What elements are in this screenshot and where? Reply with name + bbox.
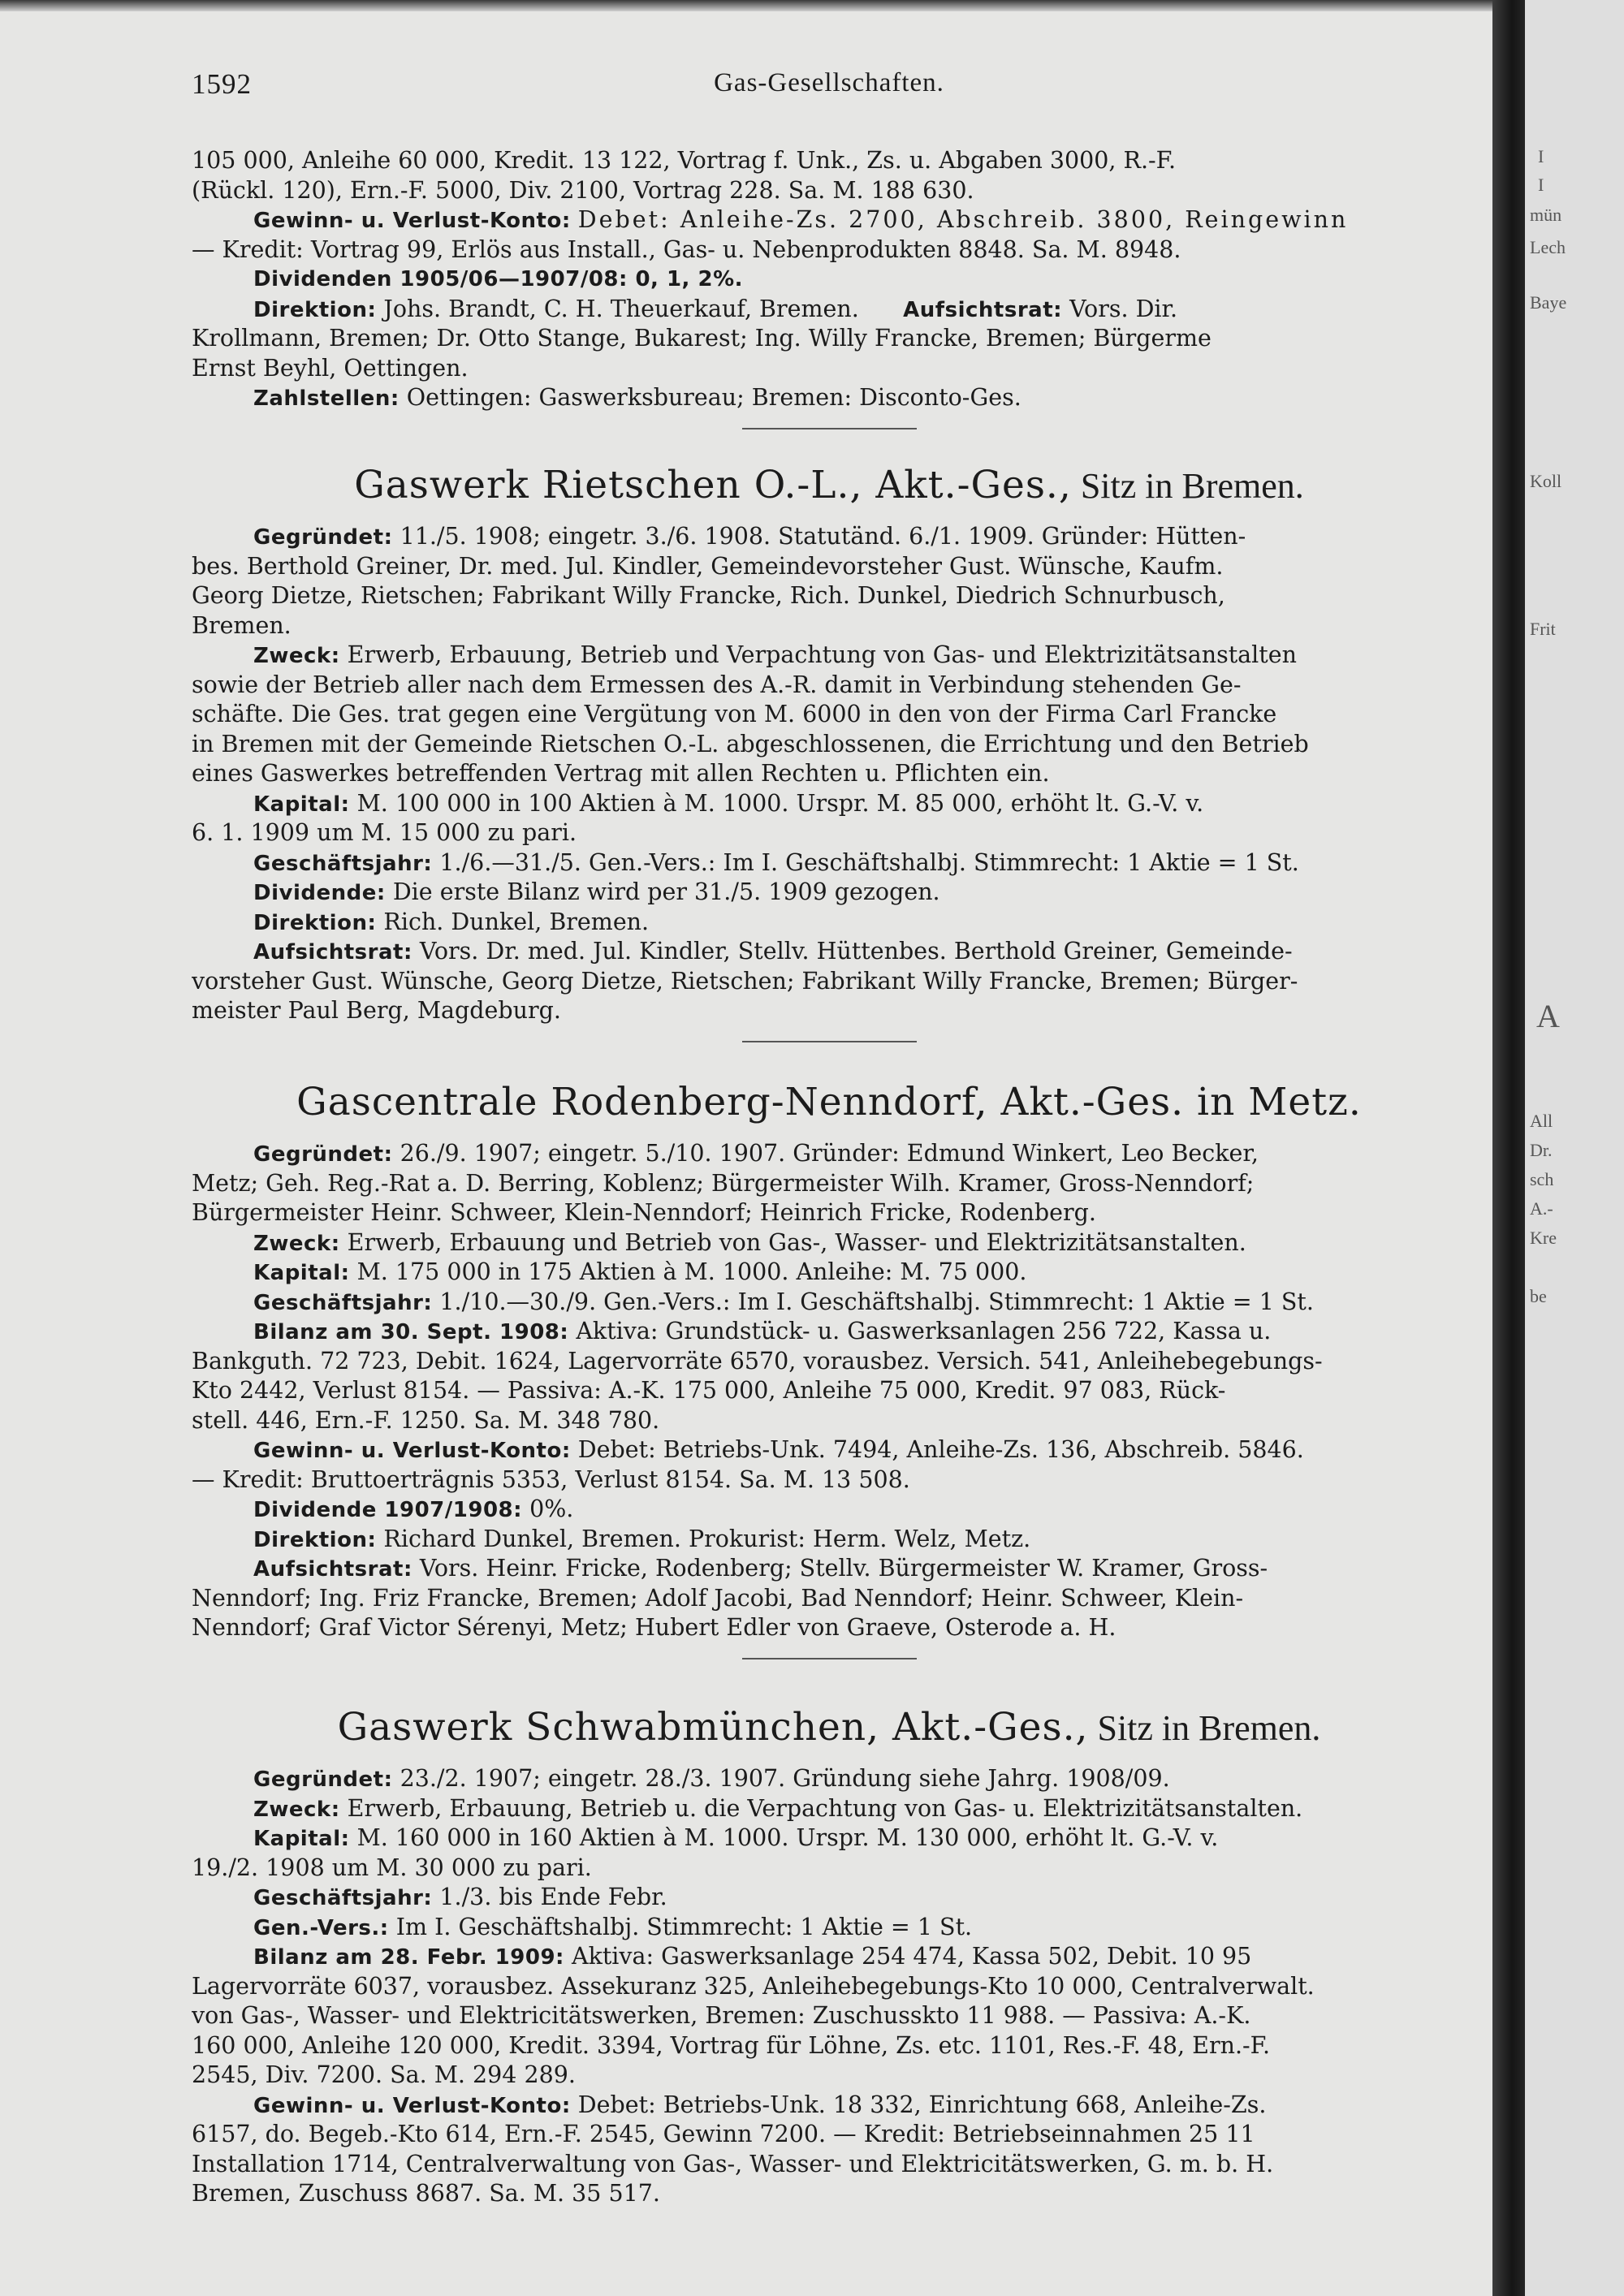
field-value: 2545, Div. 7200. Sa. M. 294 289. [192,2061,576,2088]
field-value: Georg Dietze, Rietschen; Fabrikant Willy Francke, Rich. Dunkel, Diedrich Schnurbusch, [192,582,1225,609]
text-line [192,2179,1466,2209]
field-label: Zweck: [253,1231,340,1256]
text-line [192,1942,1466,1972]
adjacent-fragment: I [1538,146,1544,166]
field-label: Direktion: [253,1527,377,1552]
text-line: 105 000, Anleihe 60 000, Kredit. 13 122, Vortrag f. Unk., Zs. u. Abgaben 3000, R.-F. [192,147,1177,174]
adjacent-fragment: mün [1530,205,1562,225]
text-line [192,641,1466,671]
previous-entry [192,146,1466,429]
text-line [192,1854,1466,1884]
text-line [192,700,1466,730]
field-label: Gegründet: [253,525,393,550]
field-value: von Gas-, Wasser- und Elektricitätswerken, Bremen: Zuschusskto 11 988. — Passiva: A.-K. [192,2002,1251,2029]
field-value: bes. Berthold Greiner, Dr. med. Jul. Kindler, Gemeindevorsteher Gust. Wünsche, Kaufm. [192,552,1224,580]
text-line [192,552,1466,582]
text-line [192,937,1466,967]
field-value: 0%. [529,1495,574,1522]
text-line: — Kredit: Vortrag 99, Erlös aus Install., Gas- u. Nebenprodukten 8848. Sa. M. 8948. [192,235,1181,263]
book-gutter [1492,0,1525,2296]
text-line [192,878,1466,908]
text-line [192,1764,1466,1794]
company-seat: Sitz in Bremen. [1088,1708,1321,1748]
field-label: Geschäftsjahr: [253,1886,433,1910]
field-label: Bilanz am 30. Sept. 1908: [253,1320,569,1344]
company-entry [192,430,1466,1042]
field-label: Aufsichtsrat: [903,297,1063,322]
field-value: Kto 2442, Verlust 8154. — Passiva: A.-K. 175 000, Anleihe 75 000, Kredit. 97 083, Rück- [192,1377,1226,1404]
field-label: Dividende 1907/1908: [253,1498,523,1522]
text-line [192,1972,1466,2002]
field-value: Erwerb, Erbauung und Betrieb von Gas-, Wasser- und Elektrizitätsanstalten. [347,1228,1246,1256]
text-line [192,1347,1466,1377]
company-entry [192,1047,1466,1659]
field-value: 6. 1. 1909 um M. 15 000 zu pari. [192,819,577,846]
text-line [192,1406,1466,1436]
field-value: Aktiva: Gaswerksanlage 254 474, Kassa 502, Debit. 10 95 [572,1943,1252,1970]
text-line [192,908,1466,938]
field-value: Bremen, Zuschuss 8687. Sa. M. 35 517. [192,2180,660,2207]
field-value: meister Paul Berg, Magdeburg. [192,997,561,1024]
text-line [192,1139,1466,1169]
field-value: M. 100 000 in 100 Aktien à M. 1000. Urspr. M. 85 000, erhöht lt. G.-V. v. [356,789,1204,817]
text-line [192,2001,1466,2031]
text-line: Krollmann, Bremen; Dr. Otto Stange, Bukarest; Ing. Willy Francke, Bremen; Bürgerme [192,325,1212,352]
field-value: 19./2. 1908 um M. 30 000 zu pari. [192,1854,592,1881]
text-line [192,1883,1466,1913]
text-line [192,1169,1466,1199]
text-line [192,1525,1466,1555]
text-line [192,1465,1466,1495]
company-seat: Sitz in Bremen. [1071,466,1304,506]
field-value: Die erste Bilanz wird per 31./5. 1909 gezogen. [392,878,940,905]
field-value: — Kredit: Bruttoerträgnis 5353, Verlust 8154. Sa. M. 13 508. [192,1465,910,1493]
text-line [192,2120,1466,2150]
field-label: Gewinn- u. Verlust-Konto: [253,209,571,233]
field-value: Vors. Heinr. Fricke, Rodenberg; Stellv. Bürgermeister W. Kramer, Gross- [419,1555,1268,1582]
company-name: Gaswerk Rietschen O.-L., Akt.-Ges., [354,463,1072,507]
zahlstellen-line [192,383,1466,413]
field-value: eines Gaswerkes betreffenden Vertrag mit allen Rechten u. Pflichten ein. [192,760,1050,787]
adjacent-fragment: Kre [1530,1228,1557,1248]
company-name: Gascentrale Rodenberg-Nenndorf, Akt.-Ges. in Metz. [296,1080,1362,1124]
text-line [192,967,1466,997]
field-label: Zweck: [253,644,340,668]
field-label: Gen.-Vers.: [253,1915,389,1940]
field-value: Rich. Dunkel, Bremen. [383,908,650,935]
company-name: Gaswerk Schwabmünchen, Akt.-Ges., [337,1705,1089,1750]
field-label: Geschäftsjahr: [253,1290,433,1315]
dividends-line: Dividenden 1905/06—1907/08: 0, 1, 2%. [253,267,744,291]
text-line [192,1554,1466,1584]
adjacent-fragment: Koll [1530,471,1562,491]
text-line [192,581,1466,611]
adjacent-fragment: A [1536,998,1560,1034]
field-label: Gewinn- u. Verlust-Konto: [253,2093,571,2118]
field-value: Johs. Brandt, C. H. Theuerkauf, Bremen. [383,295,859,322]
adjacent-fragment: Lech [1530,237,1566,257]
text-line [192,2031,1466,2061]
field-label: Kapital: [253,1827,350,1851]
text-line [192,1584,1466,1614]
guv-line [192,205,1466,235]
field-value: Oettingen: Gaswerksbureau; Bremen: Disconto-Ges. [406,384,1021,411]
section-rule [742,1658,917,1659]
adjacent-page [1525,0,1624,2296]
text-line [192,2091,1466,2121]
field-label: Aufsichtsrat: [253,1557,412,1582]
field-value: 11./5. 1908; eingetr. 3./6. 1908. Statutänd. 6./1. 1909. Gründer: Hütten- [400,523,1246,550]
field-value: M. 175 000 in 175 Aktien à M. 1000. Anleihe: M. 75 000. [356,1258,1027,1285]
text-line [192,1258,1466,1288]
direktion-line [192,295,1466,325]
field-value: Erwerb, Erbauung, Betrieb und Verpachtung von Gas- und Elektrizitätsanstalten [347,641,1297,668]
field-value: Nenndorf; Graf Victor Sérenyi, Metz; Hubert Edler von Graeve, Osterode a. H. [192,1614,1116,1641]
text-line [192,1288,1466,1318]
field-label: Zweck: [253,1797,340,1822]
text-line [192,1317,1466,1347]
company-title [192,463,1466,507]
company-title [192,1705,1466,1750]
field-value: Vors. Dir. [1069,295,1178,322]
text-line [192,1495,1466,1525]
field-label: Gegründet: [253,1142,393,1167]
text-line: Ernst Beyhl, Oettingen. [192,354,469,382]
field-value: 23./2. 1907; eingetr. 28./3. 1907. Gründung siehe Jahrg. 1908/09. [400,1765,1170,1792]
field-value: sowie der Betrieb aller nach dem Ermessen des A.-R. damit in Verbindung stehenden Ge- [192,671,1242,698]
text-line [192,759,1466,789]
field-value: Bremen. [192,611,292,639]
field-value: Lagervorräte 6037, vorausbez. Assekuranz 325, Anleihebegebungs-Kto 10 000, Centralverwalt. [192,1972,1315,2000]
field-label: Aufsichtsrat: [253,940,412,965]
section-rule [742,1041,917,1042]
field-value: 1./6.—31./5. Gen.-Vers.: Im I. Geschäftshalbj. Stimmrecht: 1 Aktie = 1 St. [439,848,1299,876]
field-label: Zahlstellen: [253,386,400,411]
field-label: Bilanz am 28. Febr. 1909: [253,1945,564,1970]
adjacent-fragment: I [1538,175,1544,195]
field-label: Direktion: [253,297,377,322]
field-value: Debet: Anleihe-Zs. 2700, Abschreib. 3800, Reingewinn [577,206,1349,233]
adjacent-fragment: sch [1530,1169,1554,1189]
field-value: 1./10.—30./9. Gen.-Vers.: Im I. Geschäftshalbj. Stimmrecht: 1 Aktie = 1 St. [439,1288,1314,1315]
company-title [192,1080,1466,1124]
field-label: Geschäftsjahr: [253,851,433,876]
text-line [192,2150,1466,2180]
field-value: Erwerb, Erbauung, Betrieb u. die Verpachtung von Gas- u. Elektrizitätsanstalten. [347,1794,1303,1822]
text-line [192,1228,1466,1258]
text-line [192,789,1466,819]
field-label: Kapital: [253,792,350,817]
field-label: Kapital: [253,1261,350,1285]
field-value: Vors. Dr. med. Jul. Kindler, Stellv. Hüttenbes. Berthold Greiner, Gemeinde- [419,938,1293,965]
field-value: 6157, do. Begeb.-Kto 614, Ern.-F. 2545, Gewinn 7200. — Kredit: Betriebseinnahmen 25 11 [192,2121,1255,2147]
text-line [192,818,1466,848]
text-line [192,1613,1466,1643]
field-value: Nenndorf; Ing. Friz Francke, Bremen; Adolf Jacobi, Bad Nenndorf; Heinr. Schweer, Klein- [192,1584,1244,1612]
text-line [192,522,1466,552]
text-line [192,2061,1466,2091]
field-value: Metz; Geh. Reg.-Rat a. D. Berring, Koblenz; Bürgermeister Wilh. Kramer, Gross-Nenndorf; [192,1169,1255,1197]
adjacent-fragment: Dr. [1530,1140,1553,1160]
text-line [192,730,1466,760]
field-value: in Bremen mit der Gemeinde Rietschen O.-L. abgeschlossenen, die Errichtung und den Betrieb [192,730,1309,757]
field-value: M. 160 000 in 160 Aktien à M. 1000. Urspr. M. 130 000, erhöht lt. G.-V. v. [356,1824,1219,1851]
field-value: Richard Dunkel, Bremen. Prokurist: Herm. Welz, Metz. [383,1525,1031,1552]
text-line [192,1435,1466,1465]
page-header [192,68,1466,117]
text-line [192,1198,1466,1228]
field-label: Gegründet: [253,1767,393,1792]
text-line [192,611,1466,641]
field-value: Debet: Betriebs-Unk. 18 332, Einrichtung 668, Anleihe-Zs. [577,2091,1267,2118]
field-label: Dividende: [253,881,386,905]
text-line [192,1913,1466,1943]
adjacent-fragment: A.- [1530,1198,1553,1219]
adjacent-fragment: Baye [1530,292,1567,313]
text-line [192,996,1466,1026]
text-line [192,848,1466,878]
text-line [192,1794,1466,1824]
field-value: Bürgermeister Heinr. Schweer, Klein-Nenndorf; Heinrich Fricke, Rodenberg. [192,1199,1096,1226]
field-label: Direktion: [253,910,377,935]
text-line [192,671,1466,701]
company-entry [192,1672,1466,2209]
scan-top-shadow [0,0,1492,11]
field-value: 1./3. bis Ende Febr. [439,1884,667,1910]
field-value: Bankguth. 72 723, Debit. 1624, Lagervorräte 6570, vorausbez. Versich. 541, Anleihebegebungs- [192,1347,1323,1375]
page-number: 1592 [192,68,252,100]
text-line: (Rückl. 120), Ern.-F. 5000, Div. 2100, Vortrag 228. Sa. M. 188 630. [192,176,974,204]
field-value: Aktiva: Grundstück- u. Gaswerksanlagen 256 722, Kassa u. [576,1318,1272,1344]
adjacent-fragment: All [1530,1111,1553,1131]
field-label: Gewinn- u. Verlust-Konto: [253,1439,571,1463]
field-value: vorsteher Gust. Wünsche, Georg Dietze, Rietschen; Fabrikant Willy Francke, Bremen; Bürger- [192,967,1298,995]
adjacent-fragment: Frit [1530,619,1556,639]
field-value: 160 000, Anleihe 120 000, Kredit. 3394, Vortrag für Löhne, Zs. etc. 1101, Res.-F. 48, Ern.-F. [192,2031,1271,2059]
text-line [192,1376,1466,1406]
field-value: Debet: Betriebs-Unk. 7494, Anleihe-Zs. 136, Abschreib. 5846. [577,1436,1304,1463]
adjacent-fragment: be [1530,1286,1547,1306]
field-value: Installation 1714, Centralverwaltung von Gas-, Wasser- und Elektricitätswerken, G. m. b. H. [192,2150,1274,2177]
field-value: 26./9. 1907; eingetr. 5./10. 1907. Gründer: Edmund Winkert, Leo Becker, [400,1140,1259,1167]
field-value: Im I. Geschäftshalbj. Stimmrecht: 1 Aktie = 1 St. [395,1913,973,1940]
text-line [192,1823,1466,1854]
running-title: Gas-Gesellschaften. [714,68,944,97]
field-value: stell. 446, Ern.-F. 1250. Sa. M. 348 780. [192,1406,660,1434]
field-value: schäfte. Die Ges. trat gegen eine Vergütung von M. 6000 in den von der Firma Carl Francke [192,701,1277,727]
section-rule [742,428,917,429]
